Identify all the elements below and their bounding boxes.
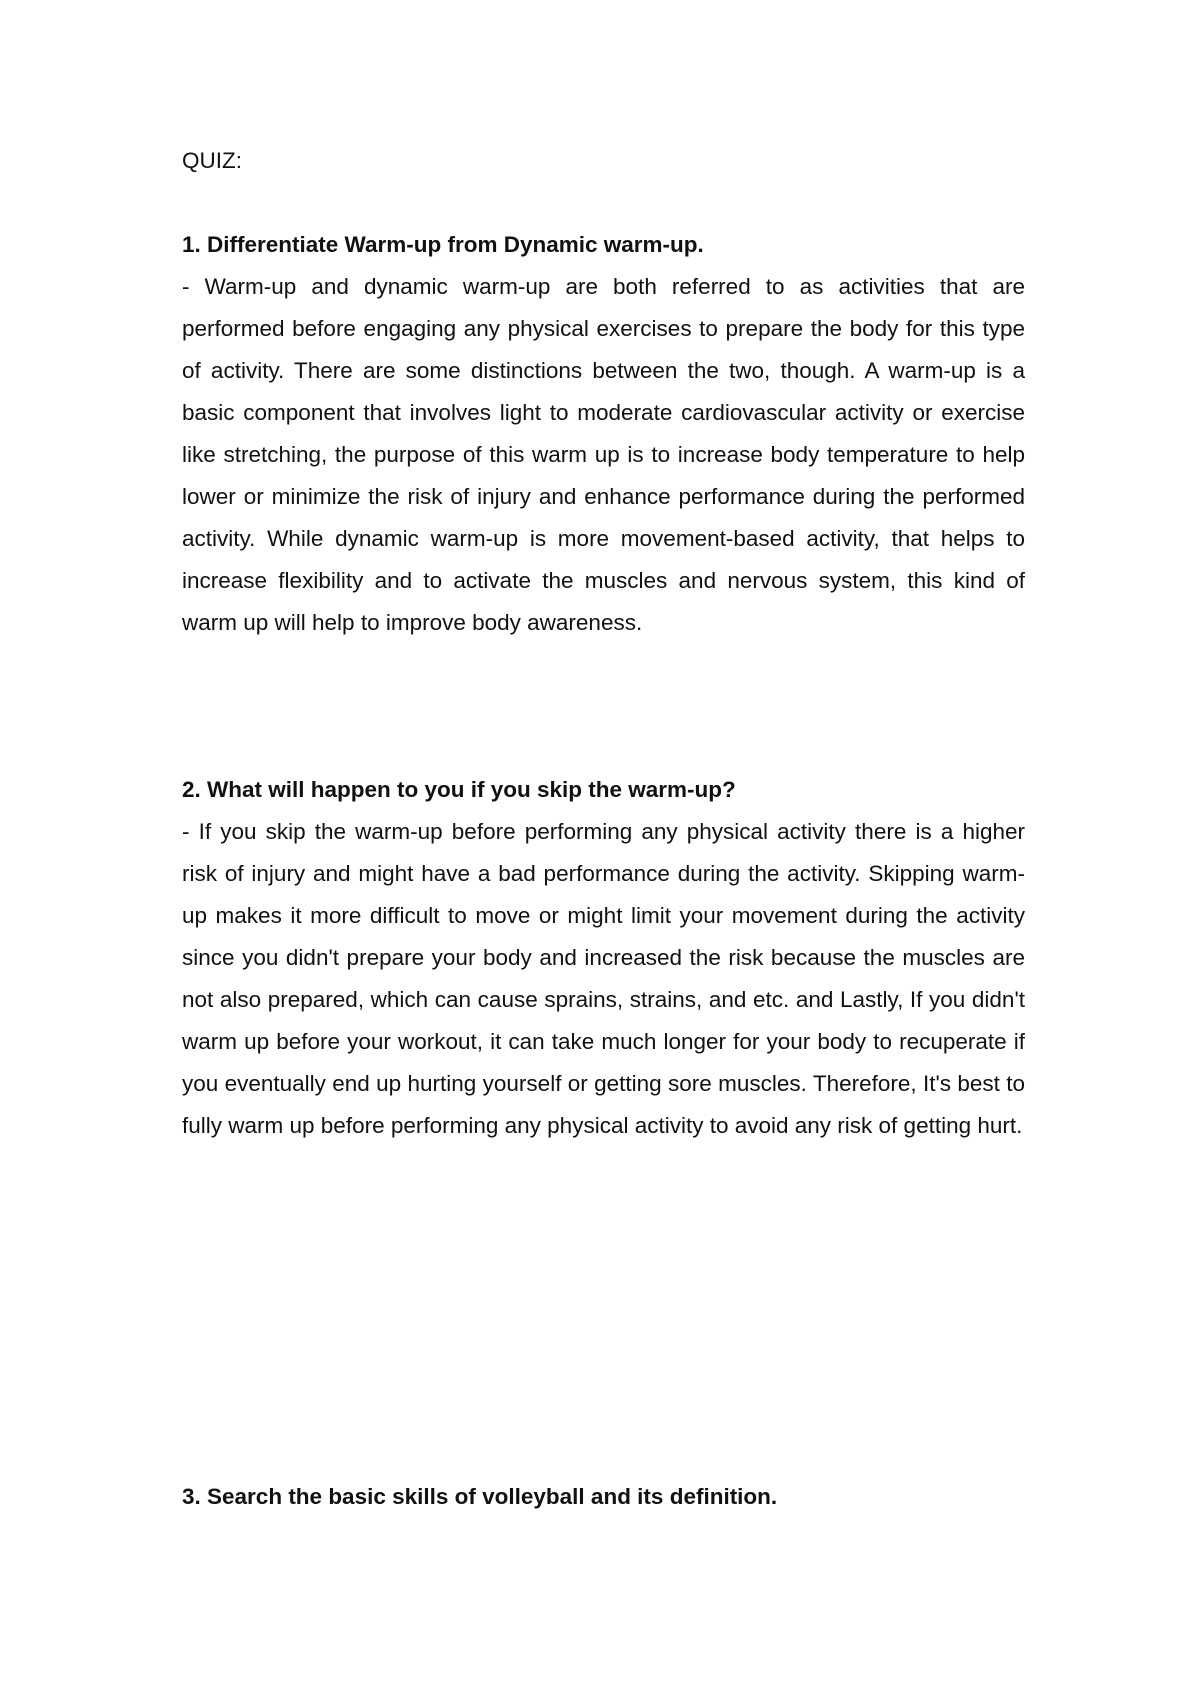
question-2-answer: - If you skip the warm-up before performing any physical activity there is a higher risk of injury and might have a bad performance during the activity. Skipping warm-up makes it more difficult to move or might limit your movement during the activity since you didn't prepare your body and increased the risk because the muscles are not also prepared, which can cause sprains, strains, and etc. and Lastly, If you didn't warm up before your workout, it can take much longer for your body to recuperate if you eventually end up hurting yourself or getting sore muscles. Therefore, It's best to fully warm up before performing any physical activity to avoid any risk of getting hurt. [182,819,1025,1138]
question-3-heading: 3. Search the basic skills of volleyball and its definition. [182,1484,778,1509]
question-2-heading: 2. What will happen to you if you skip the warm-up? [182,777,736,802]
question-block-3 [182,1476,1025,1518]
question-block-2 [182,769,1025,1147]
quiz-title: QUIZ: [182,148,242,173]
question-1-heading: 1. Differentiate Warm-up from Dynamic warm-up. [182,232,704,257]
question-1-answer: - Warm-up and dynamic warm-up are both referred to as activities that are performed before engaging any physical exercises to prepare the body for this type of activity. There are some distinctions between the two, though. A warm-up is a basic component that involves light to moderate cardiovascular activity or exercise like stretching, the purpose of this warm up is to increase body temperature to help lower or minimize the risk of injury and enhance performance during the performed activity. While dynamic warm-up is more movement-based activity, that helps to increase flexibility and to activate the muscles and nervous system, this kind of warm up will help to improve body awareness. [182,274,1025,635]
question-block-1 [182,224,1025,644]
